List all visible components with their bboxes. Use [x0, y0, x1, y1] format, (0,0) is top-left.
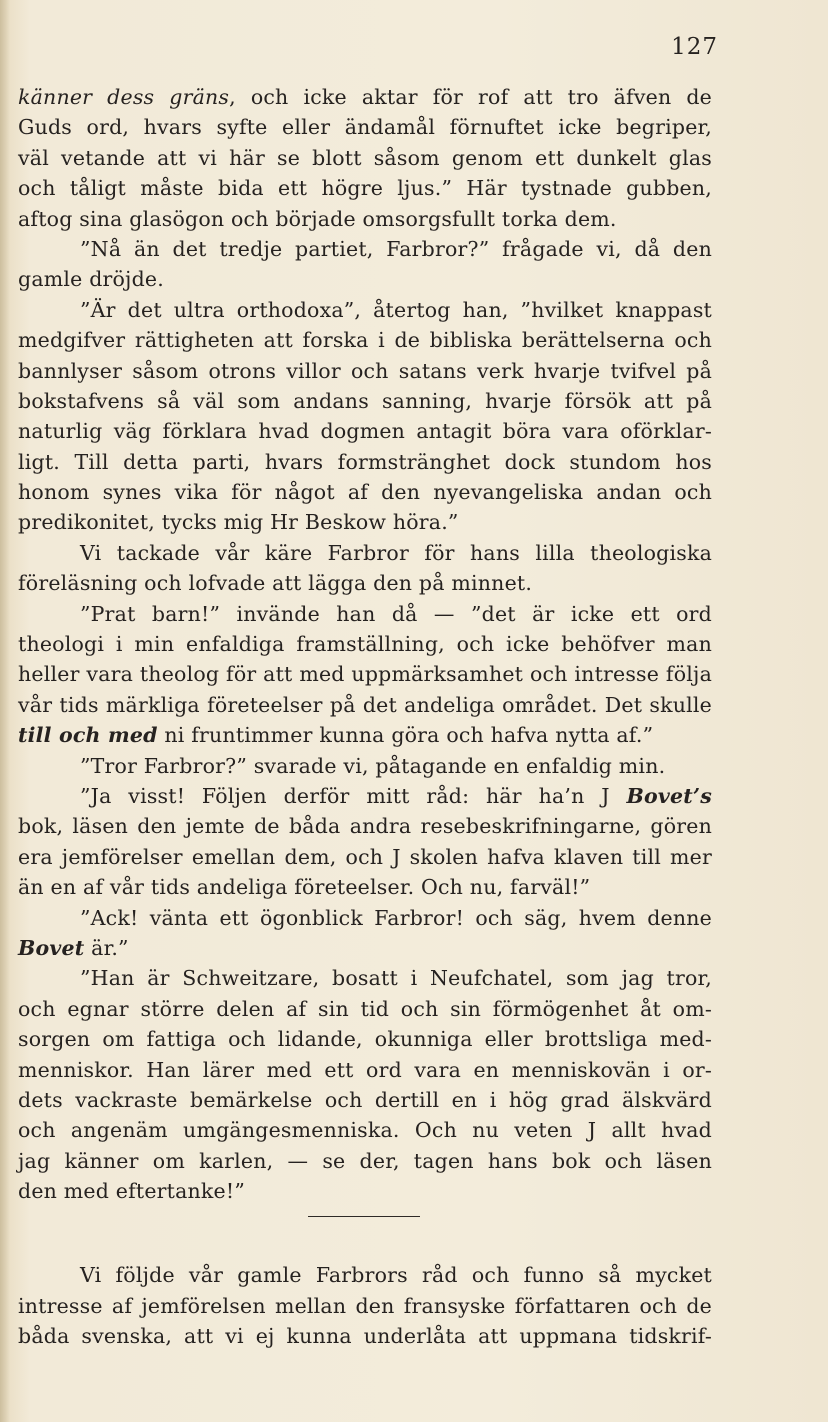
- text-line: den med eftertanke!”: [18, 1179, 246, 1204]
- text-line: ”Är det ultra orthodoxa”, återtog han, ”hvilket knappast: [80, 297, 712, 322]
- text-line: ”Tror Farbror?” svarade vi, påtagande en enfaldig min.: [80, 753, 666, 778]
- text-line: jag känner om karlen, — se der, tagen hans bok och läsen: [18, 1148, 712, 1173]
- text-line: bok, läsen den jemte de båda andra resebeskrifningarne, gören: [18, 814, 712, 839]
- text-line: sorgen om fattiga och lidande, okunniga eller brottsliga med-: [18, 1027, 712, 1052]
- text-line: ”Nå än det tredje partiet, Farbror?” frågade vi, då den: [80, 236, 712, 261]
- text-line: väl vetande att vi här se blott såsom genom ett dunkelt glas: [18, 145, 712, 170]
- text-line: predikonitet, tycks mig Hr Beskow höra.”: [18, 510, 459, 535]
- text-line: föreläsning och lofvade att lägga den på minnet.: [18, 571, 533, 596]
- text-line: Bovet är.”: [18, 935, 129, 960]
- text-line: dets vackraste bemärkelse och dertill en i hög grad älskvärd: [18, 1087, 712, 1112]
- text-line: och angenäm umgängesmenniska. Och nu veten J allt hvad: [18, 1118, 712, 1143]
- text-line: och tåligt måste bida ett högre ljus.” Här tystnade gubben,: [18, 176, 712, 201]
- text-line: aftog sina glasögon och började omsorgsfullt torka dem.: [18, 206, 617, 231]
- text-line: och egnar större delen af sin tid och sin förmögenhet åt om-: [18, 996, 712, 1021]
- page-number: 127: [671, 34, 718, 60]
- text-line: Vi följde vår gamle Farbrors råd och funno så mycket: [80, 1263, 712, 1288]
- text-line: intresse af jemförelsen mellan den fransyske författaren och de: [18, 1293, 712, 1318]
- text-line: båda svenska, att vi ej kunna underlåta att uppmana tidskrif-: [18, 1324, 712, 1349]
- emphasis-text: känner dess gräns: [18, 85, 230, 109]
- text-line: medgifver rättigheten att forska i de bibliska berättelserna och: [18, 328, 712, 353]
- text-line: ”Ja visst! Följen derför mitt råd: här ha’n J Bovet’s: [80, 783, 712, 808]
- text-line: theologi i min enfaldiga framställning, och icke behöfver man: [18, 632, 712, 657]
- emphasis-text: till och med: [18, 723, 158, 748]
- text-line: menniskor. Han lärer med ett ord vara en menniskovän i or-: [18, 1057, 712, 1082]
- text-line: heller vara theolog för att med uppmärksamhet och intresse följa: [18, 662, 712, 687]
- page-binding-edge: [0, 0, 10, 1422]
- body-text: [18, 82, 712, 1352]
- text-line: känner dess gräns, och icke aktar för rof att tro äfven de: [18, 85, 712, 109]
- text-line: gamle dröjde.: [18, 267, 164, 292]
- text-line: vår tids märkliga företeelser på det andeliga området. Det skulle: [18, 692, 712, 717]
- text-line: Guds ord, hvars syfte eller ändamål förnuftet icke begriper,: [18, 115, 712, 140]
- text-line: än en af vår tids andeliga företeelser. Och nu, farväl!”: [18, 875, 591, 900]
- section-divider: [18, 1206, 712, 1260]
- text-line: ”Ack! vänta ett ögonblick Farbror! och säg, hvem denne: [80, 905, 712, 930]
- text-line: till och med ni fruntimmer kunna göra och hafva nytta af.”: [18, 723, 654, 748]
- text-line: honom synes vika för något af den nyevangeliska andan och: [18, 480, 712, 505]
- text-line: Vi tackade vår käre Farbror för hans lilla theologiska: [80, 540, 712, 565]
- text-line: bokstafvens så väl som andans sanning, hvarje försök att på: [18, 388, 712, 413]
- text-line: naturlig väg förklara hvad dogmen antagit böra vara oförklar-: [18, 419, 712, 444]
- text-line: bannlyser såsom otrons villor och satans verk hvarje tvifvel på: [18, 358, 712, 383]
- emphasis-text: Bovet: [18, 935, 85, 960]
- divider-rule: [308, 1216, 420, 1217]
- text-line: ”Han är Schweitzare, bosatt i Neufchatel, som jag tror,: [80, 966, 712, 991]
- text-line: ligt. Till detta parti, hvars formstränghet dock stundom hos: [18, 449, 712, 474]
- emphasis-text: Bovet’s: [626, 783, 712, 808]
- text-line: ”Prat barn!” invände han då — ”det är icke ett ord: [80, 601, 712, 626]
- text-line: era jemförelser emellan dem, och J skolen hafva klaven till mer: [18, 844, 712, 869]
